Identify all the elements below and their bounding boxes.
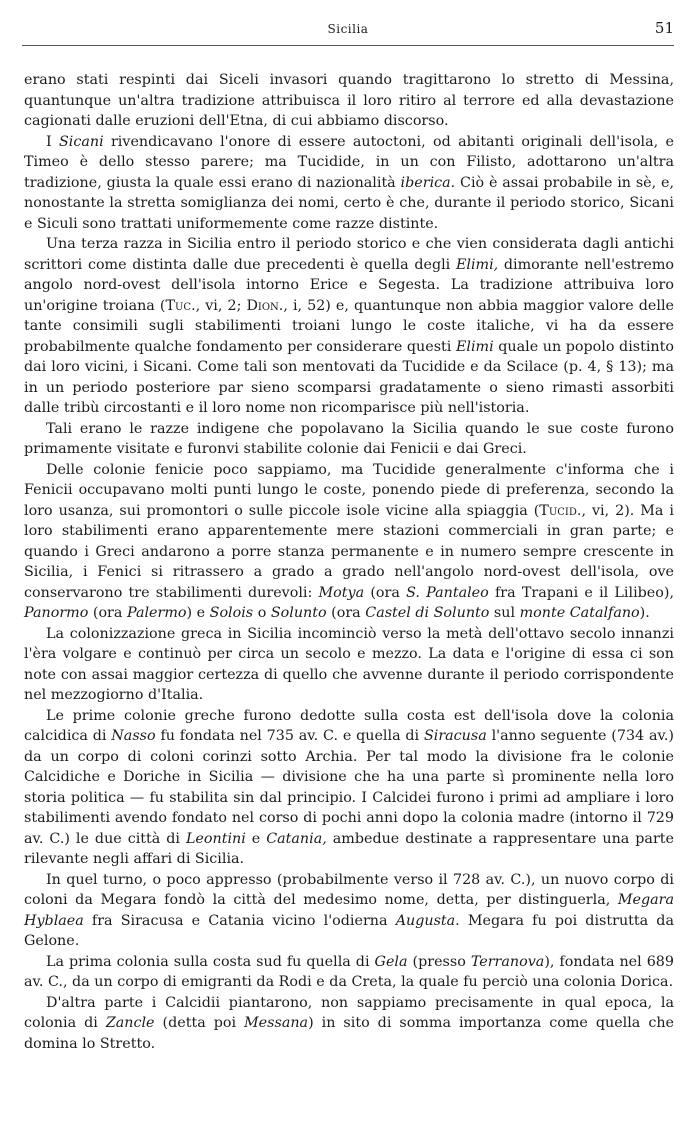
italic-term: iberica. bbox=[400, 174, 456, 191]
italic-term: Gela bbox=[374, 953, 408, 970]
paragraph bbox=[24, 706, 674, 870]
text-run: D'altra parte i Calcidii piantarono, non sappiamo precisamente in qual epoca, la colonia di bbox=[24, 994, 674, 1031]
italic-term: Megara Hyblaea bbox=[24, 892, 674, 929]
italic-term: Nasso bbox=[111, 728, 156, 744]
text-run: (ora bbox=[326, 605, 366, 621]
italic-term: Messana bbox=[244, 1015, 309, 1031]
text-run: , i, 52) e, quantunque non abbia maggior valore delle tante consimili sugli stabilimenti troiani lungo le coste italiche, vi ha da essere probabilmente qualche fondamento per considerare questi bbox=[24, 297, 674, 355]
text-run: ambedue destinate a rappresentare una parte rilevante negli affari di Sicilia. bbox=[24, 830, 674, 867]
italic-term: Zancle bbox=[105, 1015, 155, 1031]
text-run: erano stati respinti dai Siceli invasori quando tragittarono lo stretto di Messina, quantunque un'altra tradizione attribuisca il loro ritiro al terrore ed alla devastazione cagionati dalle eruzioni dell'Etna, di cui abbiamo discorso. bbox=[24, 72, 674, 129]
text-run: fra Siracusa e Catania vicino l'odierna bbox=[83, 912, 396, 929]
text-run: sul bbox=[489, 605, 520, 621]
italic-term: Augusta. bbox=[395, 912, 460, 929]
text-run: o bbox=[253, 605, 271, 621]
italic-term: Elimi, bbox=[455, 256, 499, 273]
italic-term: Terranova bbox=[470, 953, 545, 970]
page-number: 51 bbox=[654, 19, 674, 37]
text-run: Ciò è assai probabile in sè, e, nonostante la stretta somiglianza dei nomi, certo è che, durante il periodo storico, Sicani e Siculi sono trattati uniformemente come razze distinte. bbox=[24, 174, 674, 232]
italic-term: Panormo bbox=[24, 605, 89, 621]
text-run: La colonizzazione greca in Sicilia incominciò verso la metà dell'ottavo secolo innanzi l'èra volgare e continuò per circa un secolo e mezzo. La data e l'origine di essa ci son note con assai maggior certezza di quello che avvenne durante il periodo corrispondente nel mezzogiorno d'Italia. bbox=[24, 625, 674, 703]
paragraph bbox=[24, 132, 674, 235]
paragraph bbox=[24, 419, 674, 460]
text-run: In quel turno, o poco appresso (probabilmente verso il 728 av. C.), un nuovo corpo di coloni da Megara fondò la città del medesimo nome, detta, per distinguerla, bbox=[24, 871, 674, 908]
italic-term: Solois bbox=[209, 605, 254, 621]
text-run: fra Trapani e il Lilibeo), bbox=[488, 584, 674, 601]
paragraph bbox=[24, 70, 674, 132]
text-run: (ora bbox=[364, 584, 407, 601]
text-run: Tali erano le razze indigene che popolavano la Sicilia quando le sue coste furono primamente visitate e furonvi stabilite colonie dai Fenicii e dai Greci. bbox=[24, 420, 674, 457]
text-run: dimorante nell'estremo angolo nord-ovest dell'isola intorno Erice e Segesta. La tradizione attribuiva loro un'origine troiana ( bbox=[24, 256, 674, 314]
citation-abbrev: Tuc. bbox=[165, 297, 196, 314]
text-run: e bbox=[245, 830, 267, 847]
text-run: La prima colonia sulla costa sud fu quella di bbox=[46, 953, 375, 970]
text-run: (detta poi bbox=[154, 1015, 245, 1031]
text-run: (ora bbox=[88, 605, 127, 621]
body-text bbox=[24, 70, 674, 1054]
text-run: , vi, 2). Ma i loro stabilimenti erano apparentemente mere stazioni commerciali in gran parte; e quando i Greci andarono a porre stanza permanente e in numero sempre crescente in Sicilia, i Fenici si ritrassero a grado a grado nell'angolo nord-ovest dell'isola, ove conservarono tre stabilimenti durevoli: bbox=[24, 502, 674, 601]
paragraph bbox=[24, 993, 674, 1055]
paragraph bbox=[24, 952, 674, 993]
italic-term: Sicani bbox=[58, 133, 104, 150]
italic-term: Catania, bbox=[266, 830, 327, 847]
paragraph bbox=[24, 870, 674, 952]
text-run: ) in sito di somma importanza come quella che domina lo Stretto. bbox=[24, 1015, 674, 1052]
text-run: Una terza razza in Sicilia entro il periodo storico e che vien considerata dagli antichi scrittori come distinta dalle due precedenti è quella degli bbox=[24, 236, 674, 273]
italic-term: Solunto bbox=[270, 605, 327, 621]
text-run: ), fondata nel 689 av. C., da un corpo di emigranti da Rodi e da Creta, la quale fu perciò una colonia Dorica. bbox=[24, 953, 674, 990]
text-run: quale un popolo distinto dai loro vicini, i Sicani. Come tali son mentovati da Tucidide e da Scilace (p. 4, § 13); ma in un periodo posteriore par sieno scomparsi gradatamente o sieno rimasti assorbiti dalle tribù circostanti e il loro nome non ricomparisce più nell'istoria. bbox=[24, 338, 674, 416]
italic-term: Siracusa bbox=[423, 728, 487, 744]
text-run: ). bbox=[639, 605, 650, 621]
text-run: Megara fu poi distrutta da Gelone. bbox=[24, 912, 674, 949]
text-run: Le prime colonie greche furono dedotte sulla costa est dell'isola dove la colonia calcidica di bbox=[24, 707, 674, 744]
italic-term: Elimi bbox=[455, 338, 494, 355]
italic-term: Palermo bbox=[126, 605, 187, 621]
italic-term: Leontini bbox=[185, 830, 246, 847]
text-run: (presso bbox=[407, 953, 471, 970]
italic-term: Motya bbox=[318, 584, 365, 601]
text-run: fu fondata nel 735 av. C. e quella di bbox=[155, 728, 424, 744]
text-run: I bbox=[46, 133, 59, 150]
text-run: l'anno seguente (734 av.) da un corpo di coloni corinzi sotto Archia. Per tal modo la divisione fra le colonie Calcidiche e Doriche in Sicilia — divisione che ha una parte sì prominente nella loro storia politica — fu stabilita sin dal principio. I Calcidei furono i primi ad ampliare i loro stabilimenti avendo fondato nel corso di pochi anni dopo la colonia madre (intorno il 729 av. C.) le due città di bbox=[24, 728, 674, 847]
header-rule bbox=[22, 45, 674, 46]
text-run: rivendicavano l'onore di essere autoctoni, od abitanti originali dell'isola, e Timeo è dello stesso parere; ma Tucidide, in un con Filisto, adottarono un'altra tradizione, giusta la quale essi erano di nazionalità bbox=[24, 133, 674, 191]
italic-term: S. Pantaleo bbox=[406, 584, 489, 601]
paragraph bbox=[24, 624, 674, 706]
italic-term: Castel di Soluntо bbox=[365, 605, 490, 621]
text-run: ) e bbox=[186, 605, 210, 621]
running-header bbox=[22, 18, 674, 42]
text-run: , vi, 2; bbox=[195, 297, 247, 314]
italic-term: monte Catalfano bbox=[519, 605, 640, 621]
paragraph bbox=[24, 460, 674, 624]
citation-abbrev: Dion. bbox=[246, 297, 284, 314]
running-title: Sicilia bbox=[327, 22, 369, 36]
paragraph bbox=[24, 234, 674, 419]
citation-abbrev: Tucid. bbox=[539, 502, 582, 519]
text-run: Delle colonie fenicie poco sappiamo, ma Tucidide generalmente c'informa che i Fenicii occupavano molti punti lungo le coste, ponendo piede di preferenza, secondo la loro usanza, sui promontori o sulle piccole isole vicine alla spiaggia ( bbox=[24, 461, 674, 519]
